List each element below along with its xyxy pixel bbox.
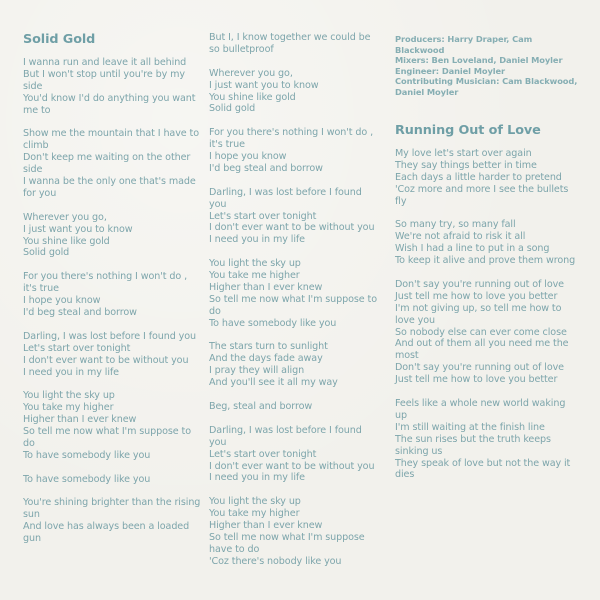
lyric-line: You light the sky up — [209, 258, 301, 270]
lyric-line: The stars turn to sunlight — [209, 341, 328, 353]
song-title-solid-gold: Solid Gold — [23, 32, 96, 47]
column-right — [395, 34, 580, 493]
lyric-line: We're not afraid to risk it all — [395, 231, 526, 243]
lyric-line: I'd beg steal and borrow — [23, 306, 137, 318]
credit-line: Producers: Harry Draper, Cam Blackwood — [395, 34, 533, 55]
solid-gold-lyrics-part2 — [209, 32, 377, 568]
lyric-line: For you there's nothing I won't do , it's true — [23, 271, 188, 295]
lyric-line: Darling, I was lost before I found you — [209, 424, 362, 448]
song-credits — [395, 34, 580, 97]
lyric-line: And you'll see it all my way — [209, 377, 338, 389]
lyric-stanza — [23, 212, 203, 260]
lyric-line: They speak of love but not the way it dies — [395, 457, 571, 481]
lyric-stanza — [23, 57, 203, 117]
lyric-line: You light the sky up — [209, 496, 301, 508]
lyric-stanza — [395, 398, 580, 481]
lyric-stanza — [23, 128, 203, 199]
lyric-line: I'm not giving up, so tell me how to love you — [395, 302, 562, 326]
credit-line: Engineer: Daniel Moyler — [395, 65, 506, 76]
lyric-line: To have somebody like you — [23, 449, 151, 461]
lyric-line: To keep it alive and prove them wrong — [395, 255, 576, 267]
lyric-line: Beg, steal and borrow — [209, 401, 313, 412]
lyric-line: So nobody else can ever come close — [395, 326, 567, 338]
lyric-line: I need you in my life — [209, 472, 305, 484]
lyric-line: But I, I know together we could be so bulletproof — [209, 32, 371, 55]
lyric-stanza — [209, 127, 377, 175]
lyric-stanza — [395, 148, 580, 208]
running-out-of-love-lyrics — [395, 148, 580, 481]
lyric-line: Higher than I ever knew — [209, 520, 323, 532]
lyric-line: I don't ever want to be without you — [209, 222, 375, 234]
lyric-line: So many try, so many fall — [395, 219, 516, 231]
lyric-stanza — [23, 331, 203, 379]
lyric-line: I just want you to know — [209, 79, 319, 91]
lyric-line: Solid gold — [209, 103, 256, 115]
lyric-line: Darling, I was lost before I found you — [209, 186, 362, 210]
lyric-line: My love let's start over again — [395, 148, 532, 159]
lyric-line: And the days fade away — [209, 353, 323, 365]
lyric-line: You shine like gold — [209, 91, 296, 103]
lyric-stanza — [209, 401, 377, 413]
credit-line: Contributing Musician: Cam Blackwood, Daniel Moyler — [395, 76, 578, 97]
lyric-stanza — [395, 219, 580, 267]
lyric-stanza — [209, 341, 377, 389]
lyric-line: I hope you know — [209, 151, 287, 163]
lyric-line: Feels like a whole new world waking up — [395, 397, 566, 421]
lyric-line: Show me the mountain that I have to climb — [23, 128, 199, 152]
lyric-line: I wanna run and leave it all behind — [23, 57, 187, 68]
lyric-line: I wanna be the only one that's made for you — [23, 176, 196, 199]
lyric-line: 'Coz there's nobody like you — [209, 555, 342, 567]
lyric-line: Let's start over tonight — [23, 342, 131, 354]
lyric-line: Solid gold — [23, 247, 70, 259]
lyric-line: Darling, I was lost before I found you — [23, 330, 196, 342]
lyric-line: I pray they will align — [209, 365, 305, 377]
lyric-line: Wish I had a line to put in a song — [395, 243, 550, 255]
lyric-line: They say things better in time — [395, 159, 537, 171]
credit-line: Mixers: Ben Loveland, Daniel Moyler — [395, 55, 563, 65]
lyric-stanza — [23, 474, 203, 486]
lyric-line: You light the sky up — [23, 390, 115, 402]
lyric-line: Higher than I ever knew — [23, 414, 137, 426]
lyric-stanza — [23, 271, 203, 319]
lyric-line: So tell me now what I'm suppose to do — [209, 293, 377, 317]
lyric-line: Don't say you're running out of love — [395, 278, 564, 290]
lyric-line: I don't ever want to be without you — [23, 354, 189, 366]
lyric-line: I'd beg steal and borrow — [209, 162, 323, 174]
lyric-line: Let's start over tonight — [209, 448, 317, 460]
lyric-line: And love has always been a loaded gun — [23, 521, 190, 545]
lyric-stanza — [209, 425, 377, 485]
lyric-line: Each days a little harder to pretend — [395, 171, 562, 183]
lyric-stanza — [209, 32, 377, 56]
lyric-stanza — [209, 258, 377, 329]
lyric-line: Wherever you go, — [209, 67, 293, 79]
lyric-line: Don't say you're running out of love — [395, 362, 564, 374]
lyric-line: I'm still waiting at the finish line — [395, 421, 545, 433]
lyric-stanza — [23, 390, 203, 461]
song-title-running-out-of-love: Running Out of Love — [395, 123, 541, 138]
lyric-line: I need you in my life — [209, 234, 305, 246]
lyric-line: Just tell me how to love you better — [395, 374, 558, 386]
lyric-line: You shine like gold — [23, 235, 110, 247]
lyric-line: Don't keep me waiting on the other side — [23, 152, 191, 176]
lyric-stanza — [209, 187, 377, 247]
lyric-stanza — [23, 497, 203, 545]
lyric-line: Just tell me how to love you better — [395, 290, 558, 302]
lyric-line: So tell me now what I'm suppose to do — [23, 426, 191, 449]
lyric-line: You take me higher — [209, 270, 300, 282]
lyric-line: The sun rises but the truth keeps sinking us — [395, 433, 551, 457]
lyric-stanza — [209, 68, 377, 116]
lyric-line: Higher than I ever knew — [209, 281, 323, 293]
lyric-line: You take my higher — [23, 402, 114, 414]
column-left — [23, 32, 203, 557]
lyric-line: To have somebody like you — [209, 317, 337, 329]
lyric-line: To have somebody like you — [23, 473, 151, 485]
lyric-line: For you there's nothing I won't do , it's true — [209, 127, 374, 151]
lyric-line: I don't ever want to be without you — [209, 460, 375, 472]
lyric-line: 'Coz more and more I see the bullets fly — [395, 183, 569, 207]
lyric-line: You're shining brighter than the rising sun — [23, 497, 201, 521]
lyric-line: So tell me now what I'm suppose have to do — [209, 531, 365, 555]
lyric-line: I need you in my life — [23, 366, 119, 378]
lyric-stanza — [209, 496, 377, 567]
lyric-line: Wherever you go, — [23, 211, 107, 223]
lyric-stanza — [395, 279, 580, 386]
lyric-line: And out of them all you need me the most — [395, 338, 569, 362]
lyric-line: Let's start over tonight — [209, 210, 317, 222]
column-middle — [209, 32, 377, 580]
lyric-line: But I won't stop until you're by my side — [23, 68, 185, 92]
lyric-line: I hope you know — [23, 295, 101, 307]
lyric-line: You take my higher — [209, 508, 300, 520]
solid-gold-lyrics-part1 — [23, 57, 203, 545]
lyric-line: I just want you to know — [23, 223, 133, 235]
lyric-line: You'd know I'd do anything you want me to — [23, 92, 196, 116]
